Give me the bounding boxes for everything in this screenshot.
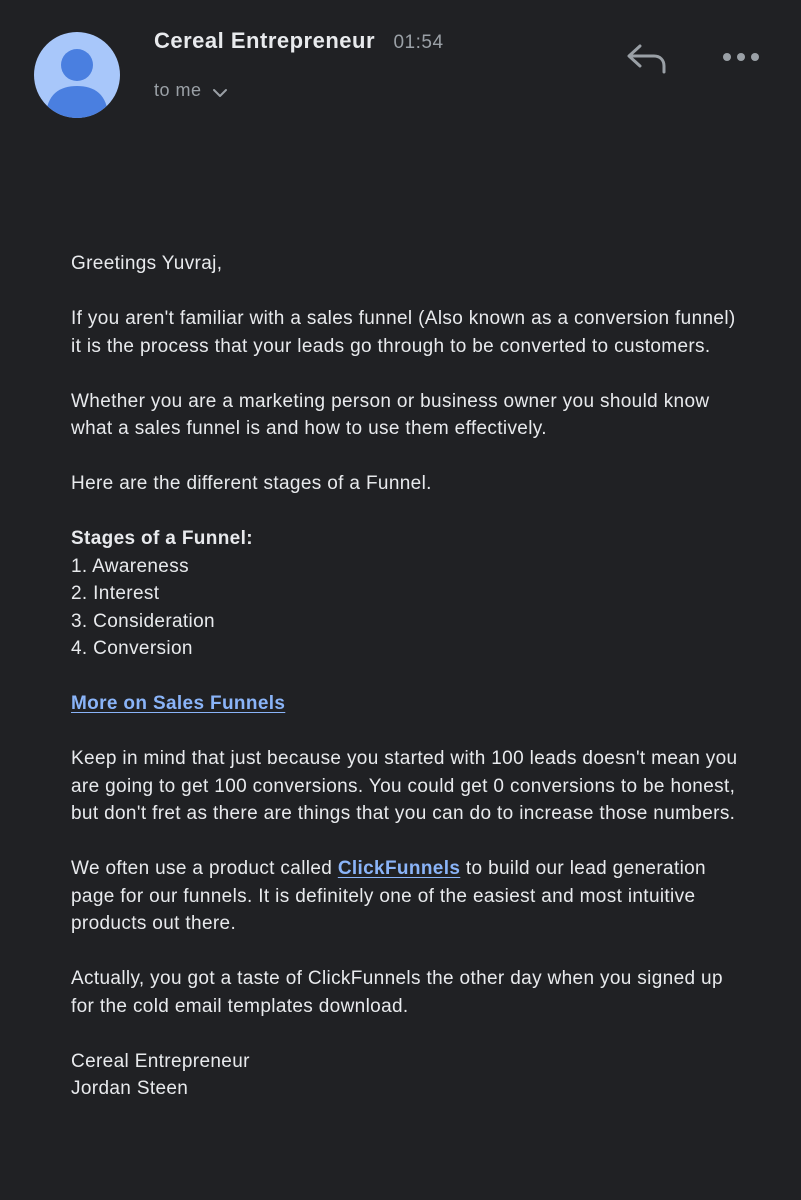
paragraph-intro: If you aren't familiar with a sales funnel (Also known as a conversion funnel) it is the process that your leads go through to be converted to customers. [71,308,736,357]
paragraph-taste: Actually, you got a taste of ClickFunnels the other day when you signed up for the cold email templates download. [71,968,723,1017]
message-time: 01:54 [393,32,444,53]
list-item: 1. Awareness [71,555,189,577]
reply-icon [624,40,670,80]
stages-list [71,525,751,663]
signature-company: Cereal Entrepreneur [71,1050,250,1072]
paragraph-stages-intro: Here are the different stages of a Funnel. [71,473,432,494]
stages-heading: Stages of a Funnel: [71,528,253,549]
message-body [71,250,751,1103]
more-link-paragraph [71,690,751,718]
more-on-sales-funnels-link[interactable]: More on Sales Funnels [71,693,286,714]
more-horizontal-icon [718,42,764,72]
list-item: 2. Interest [71,583,160,604]
text-segment: We often use a product called [71,858,338,879]
paragraph-importance: Whether you are a marketing person or business owner you should know what a sales funnel is and how to use them effectively. [71,390,710,439]
signature-name: Jordan Steen [71,1078,189,1099]
reply-button[interactable] [624,40,670,80]
recipient-label: to me [154,80,202,100]
sender-line [154,28,444,54]
sender-name[interactable]: Cereal Entrepreneur [154,28,376,53]
greeting: Greetings Yuvraj, [71,253,223,274]
clickfunnels-link[interactable]: ClickFunnels [337,858,461,879]
list-item: 4. Conversion [71,638,193,659]
message-header [0,0,801,130]
signature [71,1048,751,1103]
more-options-button[interactable] [718,42,764,72]
paragraph-clickfunnels [71,855,751,938]
sender-avatar[interactable] [34,32,120,118]
paragraph-conversions: Keep in mind that just because you started with 100 leads doesn't mean you are going to get 100 conversions. You could get 0 conversions to be honest, but don't fret as there are things that you can do to increase those numbers. [71,748,738,824]
text-segment: to build our lead generation page for our funnels. It is definitely one of the easiest and most intuitive products out there. [71,858,706,934]
person-icon [34,32,120,118]
recipient-toggle[interactable] [154,80,228,101]
list-item: 3. Consideration [71,610,215,632]
chevron-down-icon [212,87,228,99]
